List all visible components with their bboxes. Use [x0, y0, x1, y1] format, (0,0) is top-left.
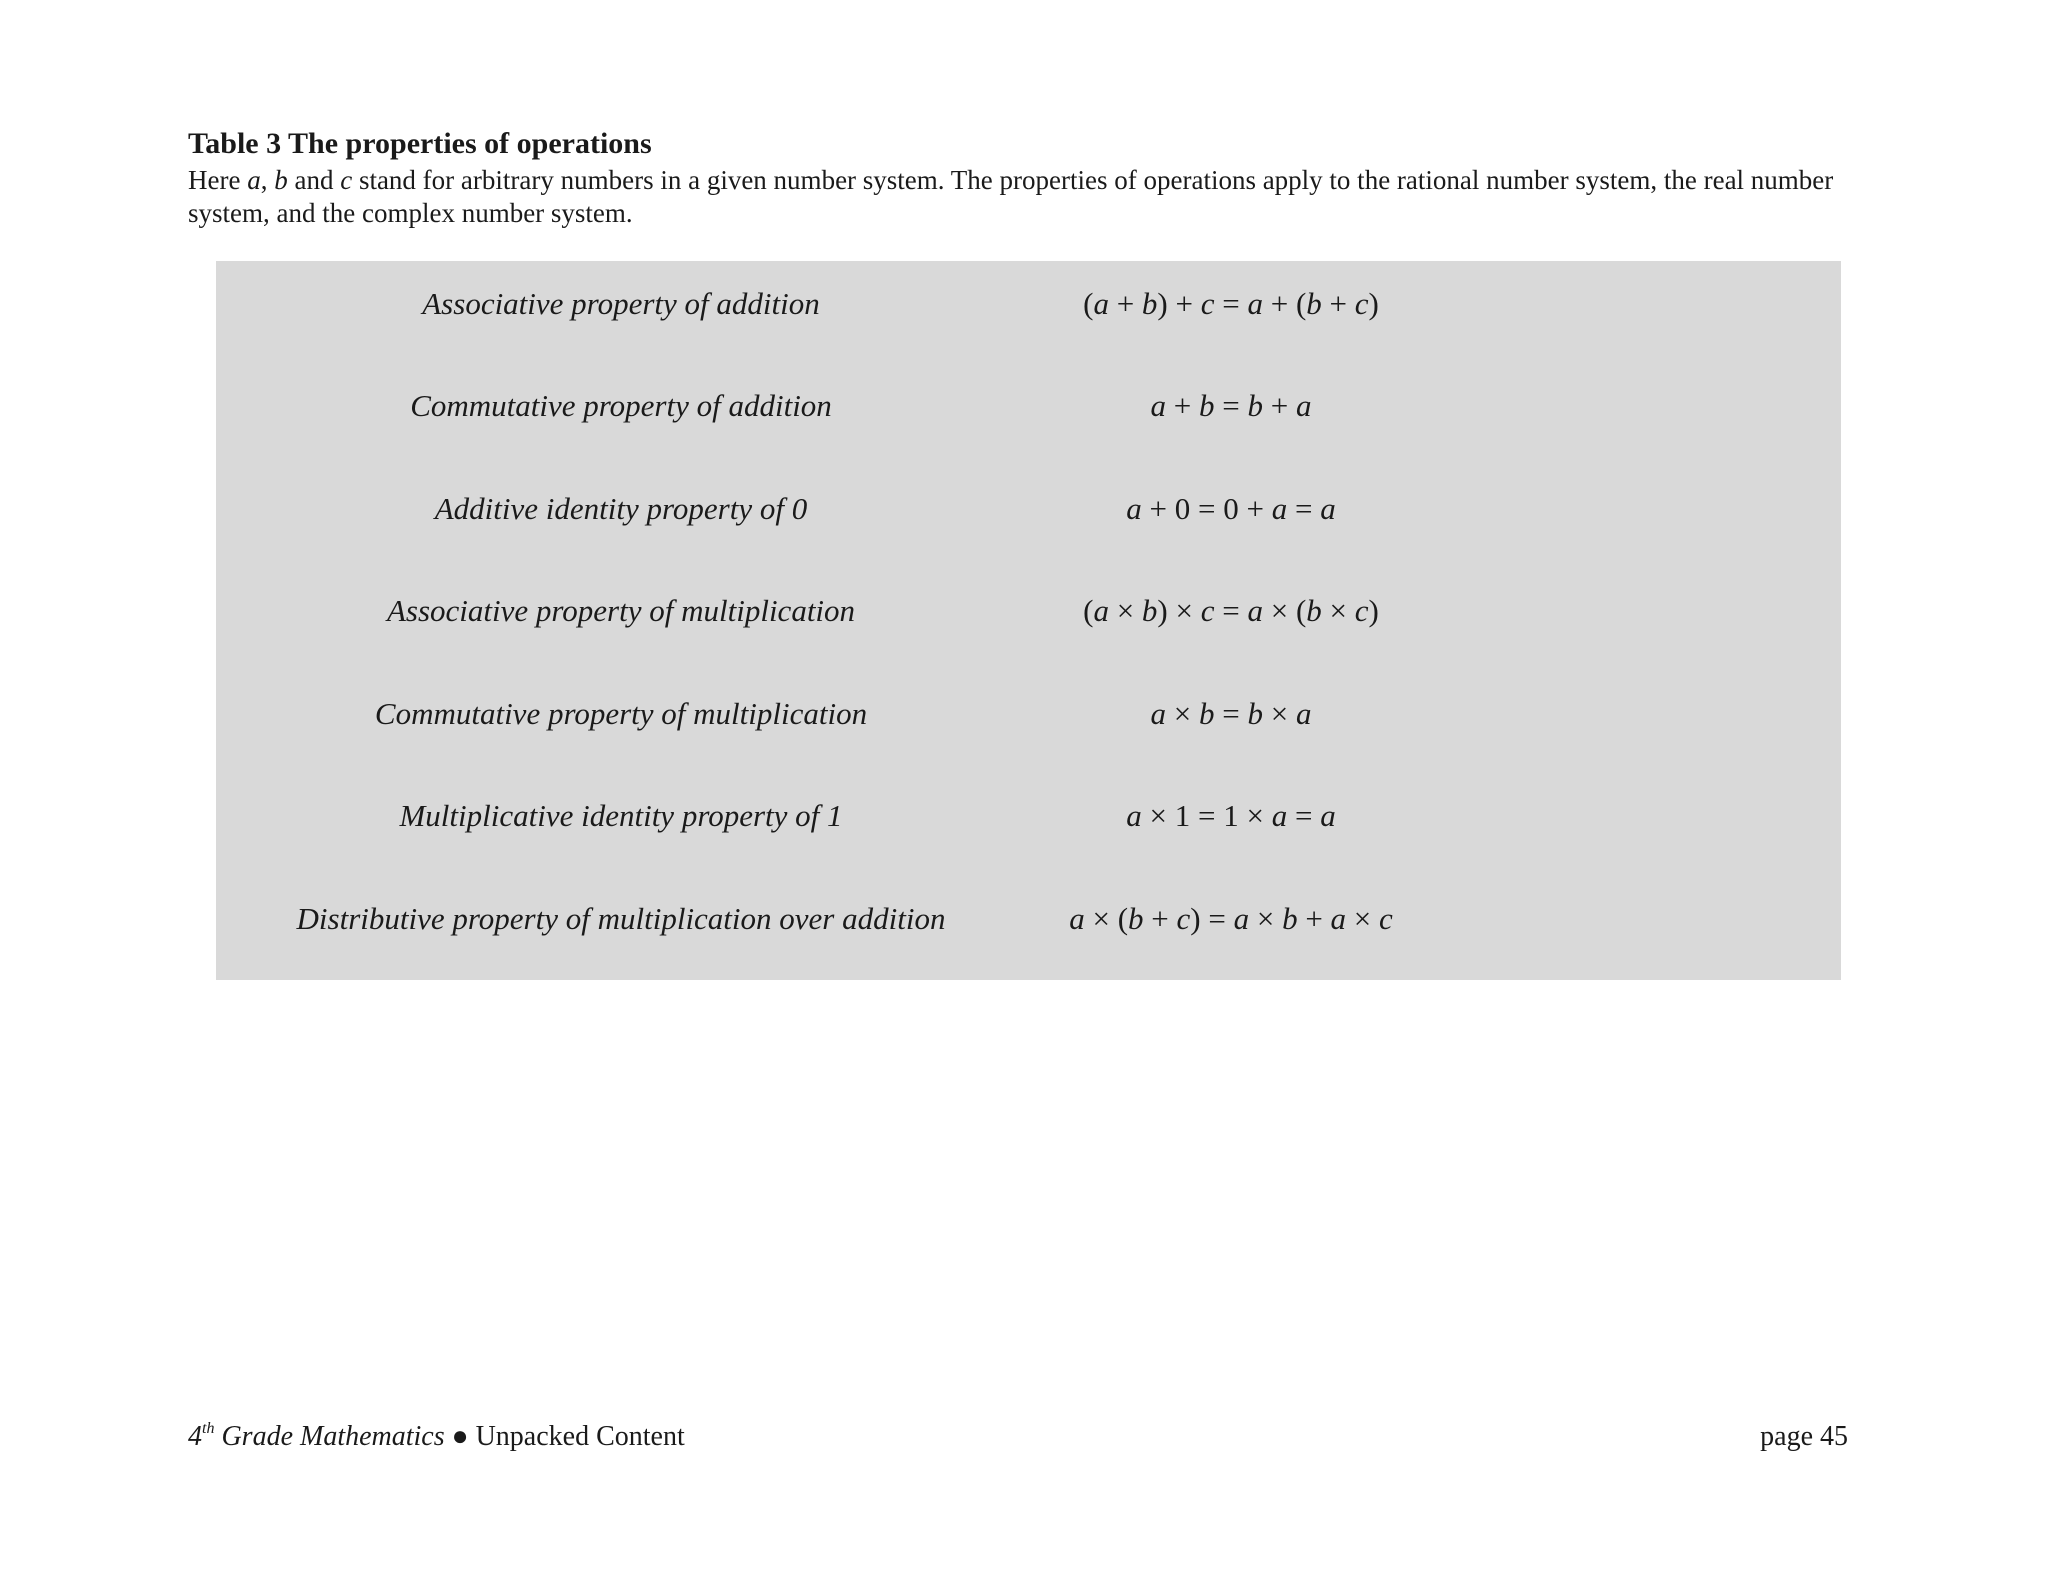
- property-equation: (a + b) + c = a + (b + c): [1083, 286, 1379, 321]
- property-equation: a + 0 = 0 + a = a: [1126, 491, 1336, 526]
- table-row: [216, 274, 1841, 334]
- footer-course-title: [188, 1420, 685, 1454]
- section-name: Unpacked Content: [475, 1421, 685, 1452]
- table-row: [216, 684, 1841, 744]
- table-row: [216, 889, 1841, 949]
- intro-text: ,: [260, 165, 275, 195]
- property-name: Commutative property of multiplication: [374, 696, 868, 731]
- table-row: [216, 786, 1841, 846]
- intro-text: stand for arbitrary numbers in a given number system. The properties of operations apply to the rational number system, the real number system, and the complex number system.: [188, 165, 1834, 228]
- variable-a: a: [247, 165, 261, 195]
- page-number: page 45: [1760, 1421, 1848, 1452]
- property-equation: (a × b) × c = a × (b × c): [1083, 593, 1379, 628]
- table-row: [216, 376, 1841, 436]
- grade-number: 4: [188, 1421, 202, 1452]
- variable-c: c: [340, 165, 353, 195]
- table-row: [216, 581, 1841, 641]
- bullet-separator: ●: [444, 1421, 476, 1452]
- property-name: Distributive property of multiplication over addition: [296, 901, 946, 936]
- table-intro: [188, 164, 1868, 230]
- property-equation: a × b = b × a: [1150, 696, 1312, 731]
- intro-text: and: [287, 165, 341, 195]
- intro-text: Here: [188, 165, 248, 195]
- property-name: Associative property of addition: [422, 286, 820, 321]
- property-name: Commutative property of addition: [410, 388, 832, 423]
- property-name: Associative property of multiplication: [386, 593, 856, 628]
- property-name: Additive identity property of 0: [434, 491, 808, 526]
- properties-table: [216, 261, 1841, 980]
- table-row: [216, 479, 1841, 539]
- variable-b: b: [274, 165, 288, 195]
- table-title: Table 3 The properties of operations: [188, 127, 652, 160]
- course-name: Grade Mathematics: [214, 1421, 445, 1452]
- property-equation: a × (b + c) = a × b + a × c: [1069, 901, 1393, 936]
- grade-suffix: th: [202, 1420, 215, 1437]
- property-equation: a × 1 = 1 × a = a: [1126, 798, 1336, 833]
- property-name: Multiplicative identity property of 1: [399, 798, 843, 833]
- property-equation: a + b = b + a: [1150, 388, 1312, 423]
